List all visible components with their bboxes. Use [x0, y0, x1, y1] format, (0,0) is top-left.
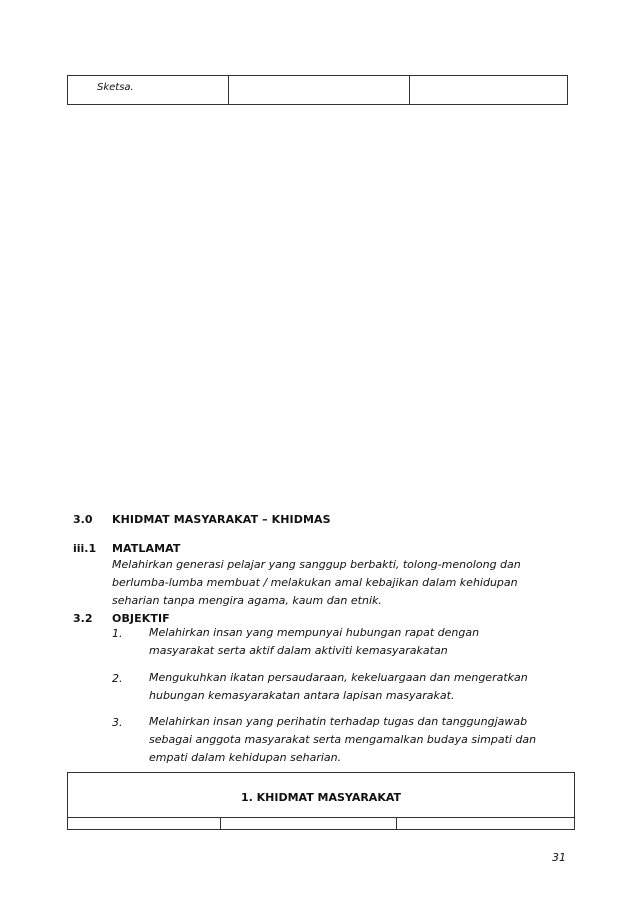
section-title-objektif: OBJEKTIF — [112, 612, 170, 625]
section-number-objektif: 3.2 — [73, 612, 93, 625]
objective-text-3 — [149, 713, 536, 767]
objective-line: sebagai anggota masyarakat serta mengamalkan budaya simpati dan — [149, 733, 537, 746]
objective-line: empati dalam kehidupan seharian. — [149, 751, 342, 764]
objective-number-2: 2. — [112, 672, 123, 685]
sketch-table — [67, 75, 568, 105]
sketch-cell — [68, 76, 229, 104]
objective-line: Melahirkan insan yang perihatin terhadap tugas dan tanggungjawab — [149, 715, 528, 728]
objective-text-2 — [149, 669, 528, 705]
section-number-matlamat: iii.1 — [73, 542, 97, 555]
khidmat-table-title: 1. KHIDMAT MASYARAKAT — [240, 791, 402, 804]
matlamat-line: seharian tanpa mengira agama, kaum dan etnik. — [112, 594, 382, 607]
objective-line: masyarakat serta aktif dalam aktiviti kemasyarakatan — [149, 644, 448, 657]
matlamat-paragraph — [112, 556, 521, 610]
table-divider — [68, 817, 574, 818]
table-column-divider — [220, 817, 221, 829]
objective-line: hubungan kemasyarakatan antara lapisan masyarakat. — [149, 689, 455, 702]
matlamat-line: Melahirkan generasi pelajar yang sanggup berbakti, tolong-menolong dan — [112, 558, 521, 571]
table-cell-3 — [409, 76, 567, 104]
section-title-matlamat: MATLAMAT — [112, 542, 181, 555]
objective-line: Mengukuhkan ikatan persaudaraan, kekeluargaan dan mengeratkan — [149, 671, 528, 684]
table-column-divider — [396, 817, 397, 829]
objective-number-3: 3. — [112, 716, 123, 729]
sketch-label: Sketsa. — [97, 82, 134, 93]
matlamat-line: berlumba-lumba membuat / melakukan amal kebajikan dalam kehidupan — [112, 576, 518, 589]
objective-number-1: 1. — [112, 627, 123, 640]
khidmat-table — [67, 772, 575, 830]
section-title-khidmat: KHIDMAT MASYARAKAT – KHIDMAS — [112, 513, 331, 526]
table-cell-2 — [228, 76, 410, 104]
page-number: 31 — [552, 851, 566, 864]
objective-text-1 — [149, 624, 479, 660]
section-number-3-0: 3.0 — [73, 513, 93, 526]
objective-line: Melahirkan insan yang mempunyai hubungan rapat dengan — [149, 626, 480, 639]
